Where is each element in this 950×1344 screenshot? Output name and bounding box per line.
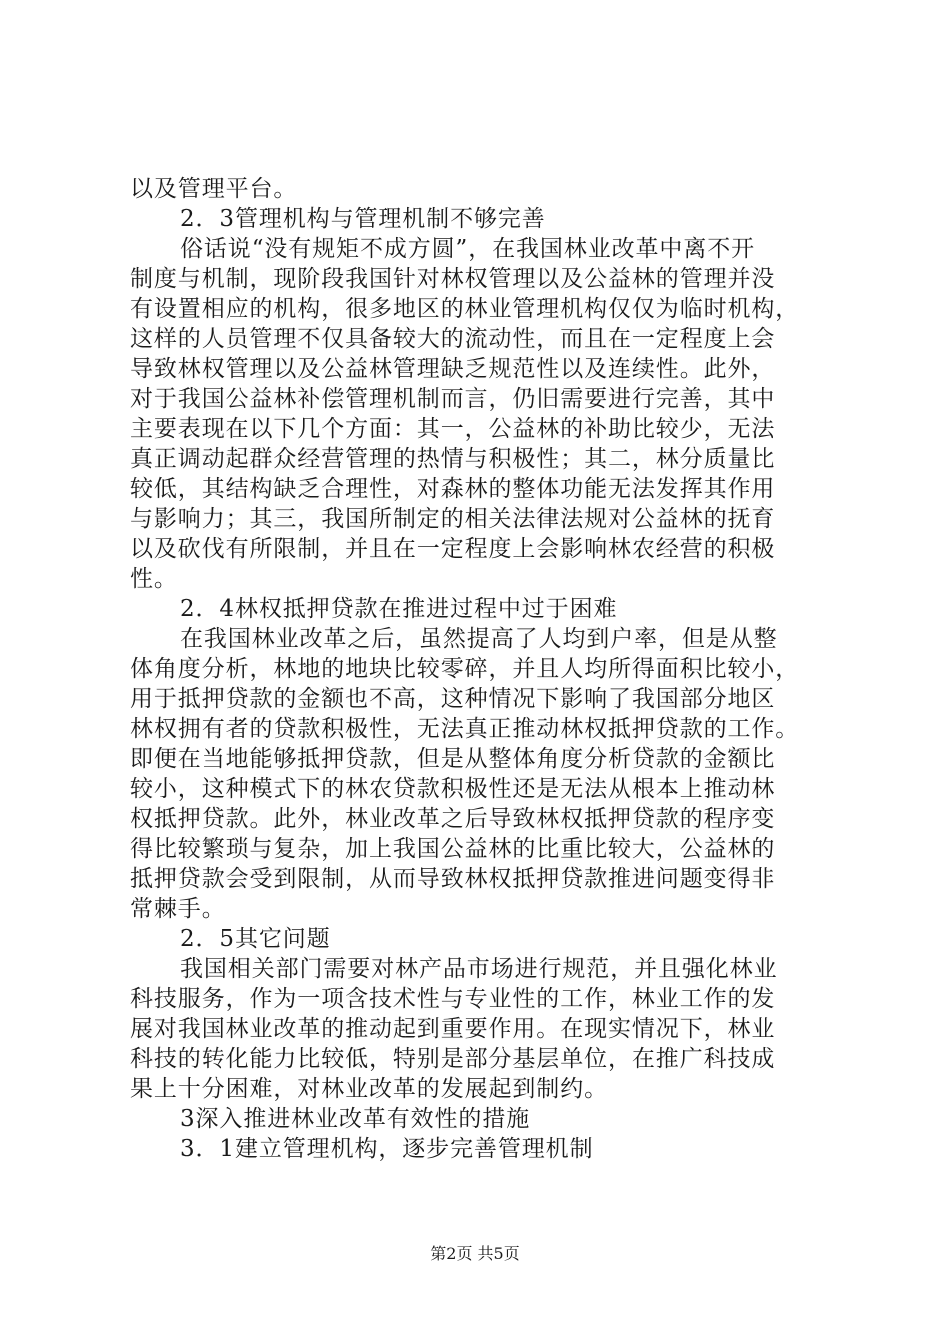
text-line: 2．5其它问题 [180, 926, 331, 952]
text-line: 我国相关部门需要对林产品市场进行规范，并且强化林业 [180, 956, 778, 982]
text-line: 即便在当地能够抵押贷款，但是从整体角度分析贷款的金额比 [130, 746, 776, 772]
text-line: 2．4林权抵押贷款在推进过程中过于困难 [180, 596, 618, 622]
text-line: 用于抵押贷款的金额也不高，这种情况下影响了我国部分地区 [130, 686, 776, 712]
text-line: 得比较繁琐与复杂，加上我国公益林的比重比较大，公益林的 [130, 836, 776, 862]
text-line: 展对我国林业改革的推动起到重要作用。在现实情况下，林业 [130, 1016, 776, 1042]
text-line: 体角度分析，林地的地块比较零碎，并且人均所得面积比较小， [130, 656, 800, 682]
text-line: 科技服务，作为一项含技术性与专业性的工作，林业工作的发 [130, 986, 776, 1012]
text-line: 俗话说“没有规矩不成方圆”，在我国林业改革中离不开 [180, 236, 756, 262]
document-body [130, 174, 840, 1164]
text-line: 主要表现在以下几个方面：其一，公益林的补助比较少，无法 [130, 416, 776, 442]
text-line: 权抵押贷款。此外，林业改革之后导致林权抵押贷款的程序变 [130, 806, 776, 832]
text-line: 2．3管理机构与管理机制不够完善 [180, 206, 546, 232]
text-line: 林权拥有者的贷款积极性，无法真正推动林权抵押贷款的工作。 [130, 716, 800, 742]
text-line: 抵押贷款会受到限制，从而导致林权抵押贷款推进问题变得非 [130, 866, 776, 892]
text-line: 果上十分困难，对林业改革的发展起到制约。 [130, 1076, 608, 1102]
text-line: 3深入推进林业改革有效性的措施 [180, 1106, 531, 1132]
text-line: 导致林权管理以及公益林管理缺乏规范性以及连续性。此外， [130, 356, 776, 382]
text-line: 以及管理平台。 [130, 176, 298, 202]
text-line: 较低，其结构缺乏合理性，对森林的整体功能无法发挥其作用 [130, 476, 776, 502]
text-line: 对于我国公益林补偿管理机制而言，仍旧需要进行完善，其中 [130, 386, 776, 412]
text-line: 有设置相应的机构，很多地区的林业管理机构仅仅为临时机构， [130, 296, 800, 322]
text-line: 3．1建立管理机构，逐步完善管理机制 [180, 1136, 594, 1162]
page-number-footer: 第2页 共5页 [430, 1244, 520, 1263]
text-line: 性。 [130, 566, 178, 592]
text-line: 与影响力；其三，我国所制定的相关法律法规对公益林的抚育 [130, 506, 776, 532]
text-line: 科技的转化能力比较低，特别是部分基层单位，在推广科技成 [130, 1046, 776, 1072]
text-line: 真正调动起群众经营管理的热情与积极性；其二，林分质量比 [130, 446, 776, 472]
text-line: 较小，这种模式下的林农贷款积极性还是无法从根本上推动林 [130, 776, 776, 802]
text-line: 这样的人员管理不仅具备较大的流动性，而且在一定程度上会 [130, 326, 776, 352]
text-line: 制度与机制，现阶段我国针对林权管理以及公益林的管理并没 [130, 266, 776, 292]
text-line: 以及砍伐有所限制，并且在一定程度上会影响林农经营的积极 [130, 536, 776, 562]
text-line: 常棘手。 [130, 896, 226, 922]
text-line: 在我国林业改革之后，虽然提高了人均到户率，但是从整 [180, 626, 778, 652]
